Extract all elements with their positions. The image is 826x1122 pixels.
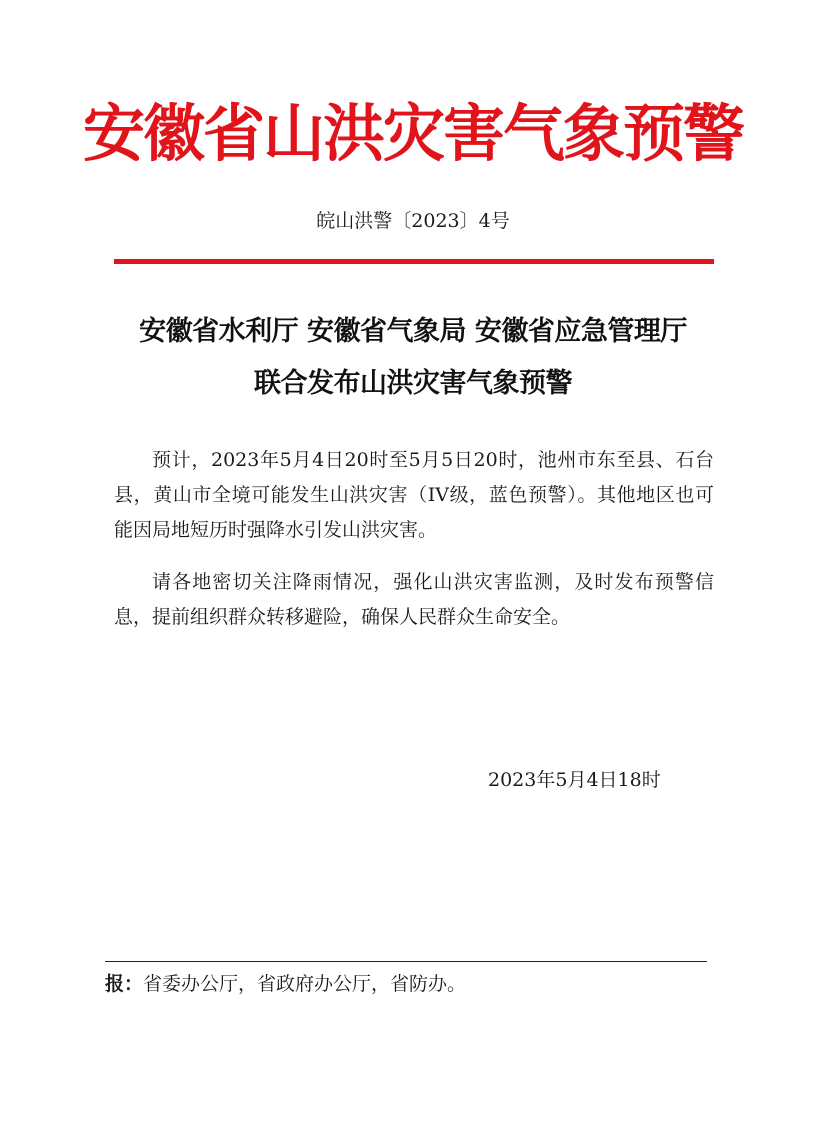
report-recipients: 省委办公厅，省政府办公厅，省防办。 [143, 973, 467, 995]
issue-date: 2023年5月4日18时 [488, 769, 661, 791]
masthead-title: 安徽省山洪灾害气象预警 [82, 97, 743, 170]
body-paragraph-instructions: 请各地密切关注降雨情况，强化山洪灾害监测，及时发布预警信息，提前组织群众转移避险，确保人民群众生命安全。 [114, 571, 714, 628]
report-recipients-line [105, 970, 466, 998]
document-title-line-1: 安徽省水利厅 安徽省气象局 安徽省应急管理厅 [139, 316, 687, 347]
masthead-red-rule [114, 259, 714, 264]
document-title-line-2: 联合发布山洪灾害气象预警 [254, 368, 572, 399]
document-number: 皖山洪警〔2023〕4号 [316, 210, 510, 232]
report-label: 报： [105, 973, 144, 995]
footer-divider [105, 961, 707, 962]
body-paragraph-forecast: 预计，2023年5月4日20时至5月5日20时，池州市东至县、石台县，黄山市全境可能发生山洪灾害（IV级，蓝色预警）。其他地区也可能因局地短历时强降水引发山洪灾害。 [114, 449, 714, 541]
document-title [0, 306, 826, 410]
document-body [114, 443, 714, 652]
